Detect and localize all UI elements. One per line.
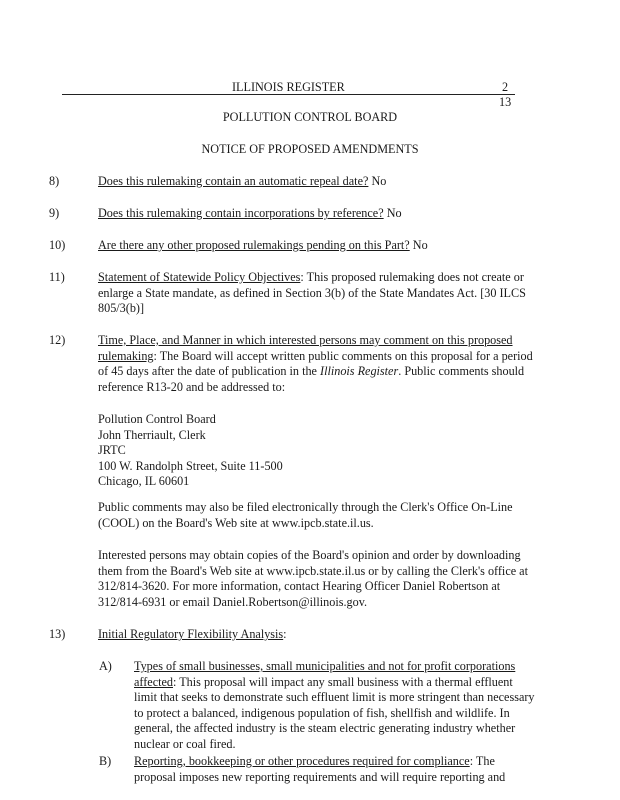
address-line: Pollution Control Board: [98, 412, 216, 426]
agency-title: POLLUTION CONTROL BOARD: [222, 110, 398, 124]
item-12-number: 12): [49, 333, 66, 347]
item-10: [98, 238, 538, 254]
item-12-body-2: . Public comments should reference R13-20 and be addressed to:: [98, 364, 525, 394]
item-13a-body: : This proposal will impact any small business with a thermal effluent limit that seeks to demonstrate such effluent limit is more stringent than necessary to protect a balanced, indigenous population of fish, shellfish and wildlife. In general, the affected industry is the steam electric generating industry whether nuclear or coal fired.: [134, 674, 535, 751]
address-line: John Therriault, Clerk: [98, 427, 206, 442]
item-12-heading: Time, Place, and Manner in which interested persons may comment on this proposed rulemaking: [98, 333, 513, 363]
header-rule: [62, 94, 515, 95]
item-10-question: Are there any other proposed rulemakings pending on this Part?: [98, 238, 410, 252]
item-13b-heading: Reporting, bookkeeping or other procedures required for compliance: [134, 754, 470, 768]
contact-paragraph: Interested persons may obtain copies of the Board's opinion and order by downloading them from the Board's Web site at www.ipcb.state.il.us or by calling the Clerk's office at 312/814-3620. For more information, contact Hearing Officer Daniel Robertson at 312/814-6931 or email Daniel.Robertson@illinois.gov.: [98, 548, 528, 609]
item-13a: [134, 659, 538, 752]
item-11-number: 11): [49, 270, 65, 284]
item-13b: [134, 754, 538, 785]
register-title: ILLINOIS REGISTER: [232, 80, 345, 94]
address-line: Chicago, IL 60601: [98, 474, 190, 488]
illinois-register-italic: Illinois Register: [320, 364, 399, 378]
item-13-colon: :: [283, 627, 287, 641]
item-8-question: Does this rulemaking contain an automatic repeal date?: [98, 174, 369, 188]
item-13-heading: Initial Regulatory Flexibility Analysis: [98, 627, 284, 641]
issue-number: 13: [499, 95, 512, 109]
item-13b-label: B): [99, 754, 112, 768]
electronic-filing-paragraph: Public comments may also be filed electronically through the Clerk's Office On-Line (COOL) on the Board's Web site at www.ipcb.state.il.us.: [98, 500, 513, 530]
item-10-number: 10): [49, 238, 66, 252]
item-11: [98, 270, 538, 317]
notice-title: NOTICE OF PROPOSED AMENDMENTS: [201, 142, 419, 156]
page-number: 2: [502, 80, 509, 94]
item-13a-heading: Types of small businesses, small municipalities and not for profit corporations affected: [134, 659, 516, 689]
item-9-question: Does this rulemaking contain incorporations by reference?: [98, 206, 384, 220]
item-13: [98, 627, 538, 643]
item-9: [98, 206, 538, 222]
item-12-body-1: : The Board will accept written public comments on this proposal for a period of 45 days after the date of publication in the: [98, 348, 533, 378]
item-12-intro: [98, 333, 538, 395]
mailing-address: [98, 412, 538, 490]
item-13-number: 13): [49, 627, 66, 641]
item-9-answer: No: [383, 206, 402, 220]
item-8-answer: No: [368, 174, 387, 188]
item-11-heading: Statement of Statewide Policy Objectives: [98, 270, 301, 284]
item-11-body: : This proposed rulemaking does not create or enlarge a State mandate, as defined in Section 3(b) of the State Mandates Act. [30 ILCS 805/3(b)]: [98, 270, 526, 315]
item-13b-body: : The proposal imposes new reporting requirements and will require reporting and: [134, 754, 506, 784]
item-10-answer: No: [409, 238, 428, 252]
item-9-number: 9): [49, 206, 60, 220]
item-8-number: 8): [49, 174, 60, 188]
item-13a-label: A): [99, 659, 112, 673]
address-line: 100 W. Randolph Street, Suite 11-500: [98, 458, 283, 473]
item-12: [98, 333, 538, 395]
item-8: [98, 174, 538, 190]
address-line: JRTC: [98, 443, 126, 457]
